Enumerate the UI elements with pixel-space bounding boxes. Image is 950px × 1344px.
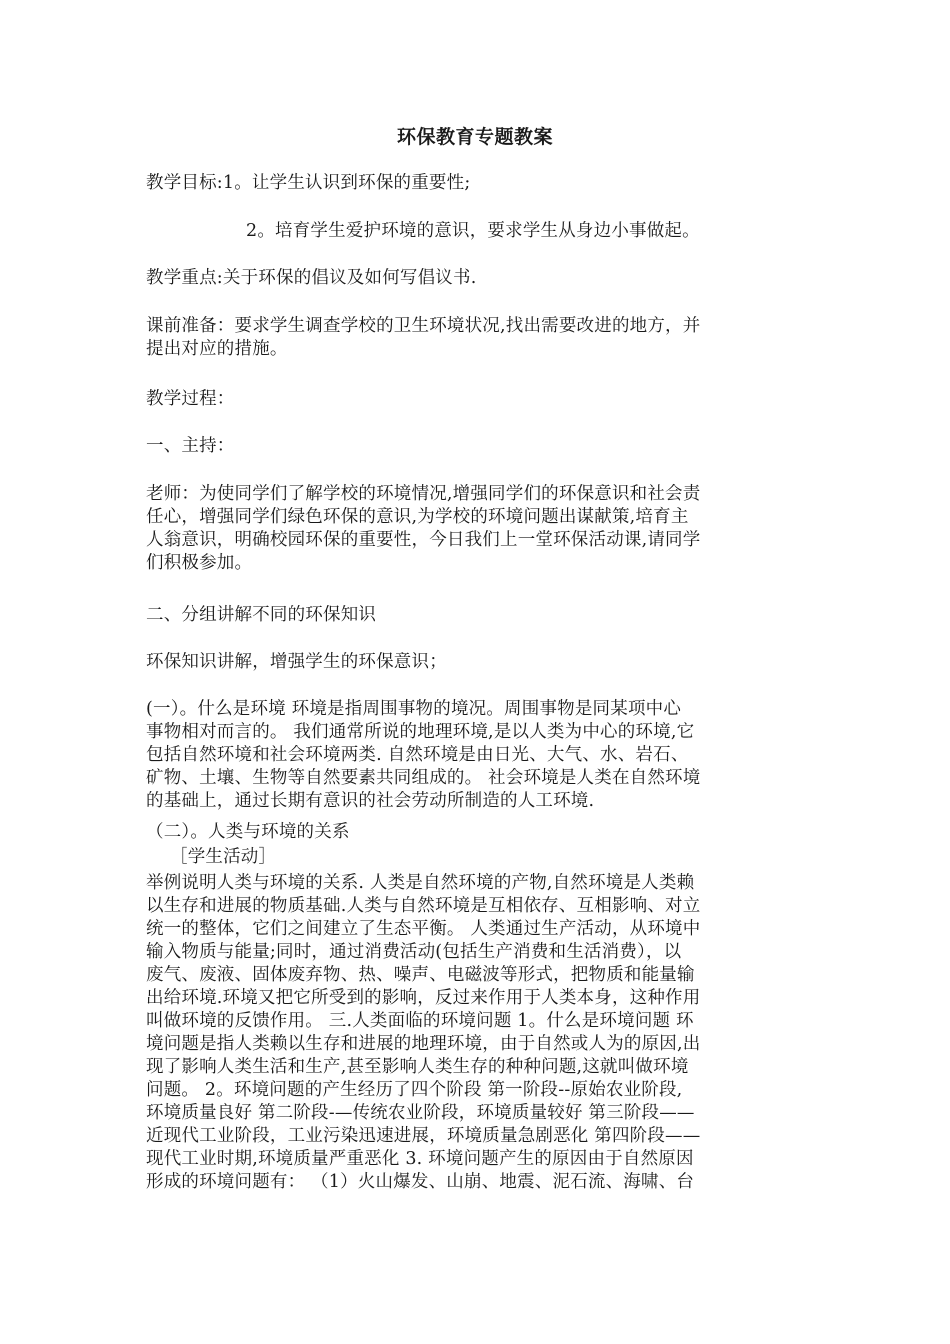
- text-line: 人翁意识，明确校园环保的重要性，今日我们上一堂环保活动课,请同学: [146, 530, 701, 550]
- text-line: 举例说明人类与环境的关系. 人类是自然环境的产物,自然环境是人类赖: [146, 873, 695, 893]
- text-line: 统一的整体，它们之间建立了生态平衡。 人类通过生产活动，从环境中: [146, 919, 701, 939]
- text-line: 环境质量良好 第二阶段-—传统农业阶段，环境质量较好 第三阶段——: [146, 1103, 695, 1123]
- part-2-paragraph: [146, 872, 806, 1194]
- text-line: 形成的环境问题有： （1）火山爆发、山崩、地震、泥石流、海啸、台: [146, 1172, 695, 1192]
- preparation-paragraph: [146, 315, 806, 361]
- text-line: 境问题是指人类赖以生存和进展的地理环境，由于自然或人为的原因,出: [146, 1034, 701, 1054]
- document-title: 环保教育专题教案: [396, 126, 553, 148]
- text-line: 们积极参加。: [146, 553, 253, 573]
- text-line: 问题。 2。环境问题的产生经历了四个阶段 第一阶段--原始农业阶段,: [146, 1080, 683, 1100]
- text-line: 课前准备：要求学生调查学校的卫生环境状况,找出需要改进的地方，并: [146, 316, 701, 336]
- part-1-paragraph: [146, 698, 806, 813]
- text-line: 任心，增强同学们绿色环保的意识,为学校的环境问题出谋献策,培育主: [146, 507, 689, 527]
- student-activity-label: ［学生活动］: [170, 847, 277, 867]
- text-line: 矿物、土壤、生物等自然要素共同组成的。 社会环境是人类在自然环境: [146, 768, 701, 788]
- knowledge-intro: 环保知识讲解，增强学生的环保意识；: [146, 652, 447, 672]
- part-2-heading: （二）。人类与环境的关系: [146, 822, 350, 842]
- section-1-heading: 一、主持：: [146, 436, 235, 456]
- text-line: 近现代工业阶段，工业污染迅速进展，环境质量急剧恶化 第四阶段——: [146, 1126, 701, 1146]
- teacher-paragraph: [146, 483, 806, 575]
- section-2-heading: 二、分组讲解不同的环保知识: [146, 605, 377, 625]
- text-line: 的基础上，通过长期有意识的社会劳动所制造的人工环境.: [146, 791, 595, 811]
- teaching-goal-2: 2。培育学生爱护环境的意识，要求学生从身边小事做起。: [246, 221, 700, 241]
- text-line: 提出对应的措施。: [146, 339, 288, 359]
- text-line: 现代工业时期,环境质量严重恶化 3. 环境问题产生的原因由于自然原因: [146, 1149, 694, 1169]
- process-heading: 教学过程：: [146, 389, 235, 409]
- text-line: 现了影响人类生活和生产,甚至影响人类生存的种种问题,这就叫做环境: [146, 1057, 689, 1077]
- text-line: 废气、废液、固体废弃物、热、噪声、电磁波等形式，把物质和能量输: [146, 965, 695, 985]
- text-line: 事物相对而言的。 我们通常所说的地理环境,是以人类为中心的环境,它: [146, 722, 695, 742]
- text-line: (一）。什么是环境 环境是指周围事物的境况。周围事物是同某项中心: [146, 699, 682, 719]
- text-line: 叫做环境的反馈作用。 三.人类面临的环境问题 1。什么是环境问题 环: [146, 1011, 694, 1031]
- teaching-key-point: 教学重点:关于环保的倡议及如何写倡议书.: [146, 268, 477, 288]
- text-line: 以生存和进展的物质基础.人类与自然环境是互相依存、互相影响、对立: [146, 896, 701, 916]
- text-line: 包括自然环境和社会环境两类. 自然环境是由日光、大气、水、岩石、: [146, 745, 689, 765]
- text-line: 出给环境.环境又把它所受到的影响，反过来作用于人类本身，这种作用: [146, 988, 701, 1008]
- teaching-goal-1: 教学目标:1。让学生认识到环保的重要性;: [146, 173, 471, 193]
- text-line: 输入物质与能量;同时，通过消费活动(包括生产消费和生活消费），以: [146, 942, 682, 962]
- text-line: 老师：为使同学们了解学校的环境情况,增强同学们的环保意识和社会责: [146, 484, 701, 504]
